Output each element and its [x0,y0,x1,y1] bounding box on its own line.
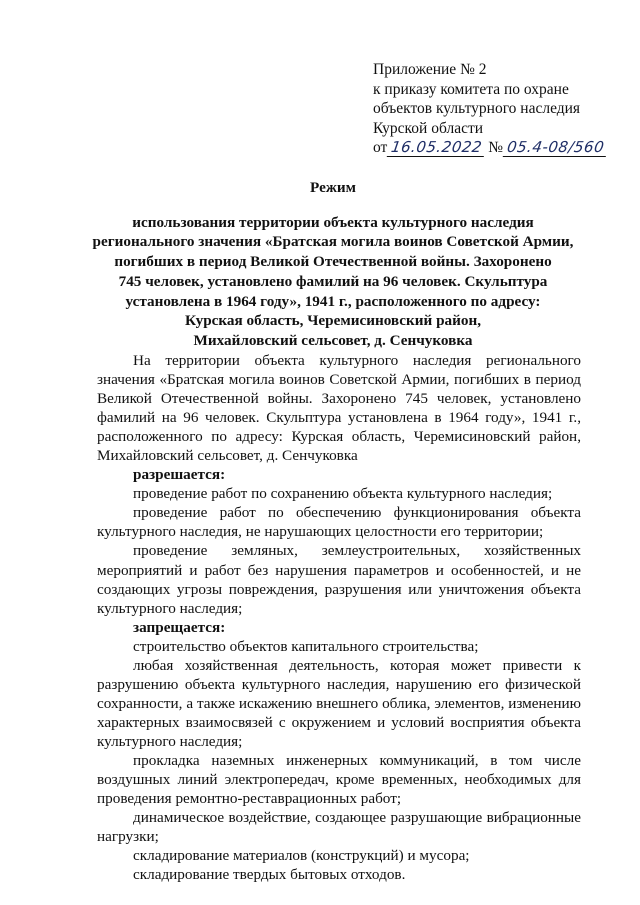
allowed-item-line: проведение работ по обеспечению функционирования объекта [133,504,581,522]
title-line: регионального значения «Братская могила воинов Советской Армии, [92,233,574,251]
title-line: погибших в период Великой Отечественной войны. Захоронено [114,253,552,271]
document-title [88,178,578,351]
appendix-number: Приложение № 2 [373,61,487,78]
forbidden-item-line: воздушных линий электропередач, кроме временных, необходимых для [97,771,581,789]
order-date-prefix: от [373,139,388,156]
forbidden-item-line: складирование материалов (конструкций) и мусора; [133,847,470,865]
appendix-header [373,60,610,158]
forbidden-heading: запрещается: [133,618,226,636]
intro-line: На территории объекта культурного наследия регионального [133,352,581,369]
forbidden-item-line: проведения ремонтно-реставрационных работ; [97,790,402,808]
appendix-order-line: к приказу комитета по охране [373,80,569,98]
forbidden-item-line: нагрузки; [97,828,159,846]
allowed-item-line: культурного наследия; [97,599,243,617]
intro-line: Великой Отечественной войны. Захоронено 745 человек, установлено [97,390,581,408]
title-line: 745 человек, установлено фамилий на 96 человек. Скульптура [118,272,548,290]
forbidden-item-line: характерных взаимосвязей с окружением и условий восприятия объекта [97,713,581,731]
title-heading: Режим [310,179,356,196]
order-number-handwritten: 05.4-08/560 [503,139,609,157]
forbidden-item-line: любая хозяйственная деятельность, которая может привести к [133,656,581,674]
intro-line: фамилий на 96 человек. Скульптура установлена в 1964 году», 1941 г., [97,409,581,427]
allowed-item-line: культурного наследия, не нарушающих целостности его территории; [97,523,544,541]
intro-line: значения «Братская могила воинов Советской Армии, погибших в период [97,371,581,389]
allowed-item-line: проведение работ по сохранению объекта культурного наследия; [133,485,553,503]
forbidden-item-line: динамическое воздействие, создающее разрушающие вибрационные [133,809,581,827]
order-reference [373,138,610,158]
allowed-item-line: мероприятий и работ без нарушения параметров и особенностей, и не [97,561,581,579]
intro-line: расположенного по адресу: Курская область, Черемисиновский район, [97,428,581,446]
title-line: Курская область, Черемисиновский район, [184,312,482,330]
forbidden-item-line: прокладка наземных инженерных коммуникаций, в том числе [133,751,581,769]
document-body [97,351,581,884]
title-line: использования территории объекта культурного наследия [132,213,534,231]
title-line: установлена в 1964 году», 1941 г., расположенного по адресу: [125,292,541,310]
appendix-region-line: Курской области [373,119,484,137]
allowed-item-line: проведение земляных, землеустроительных, хозяйственных [133,542,581,560]
appendix-committee-line: объектов культурного наследия [373,100,581,117]
forbidden-item-line: сохранности, а также искажению внешнего облика, элементов, изменению [97,694,581,712]
order-number-prefix: № [488,139,504,156]
order-date-handwritten: 16.05.2022 [387,139,486,157]
forbidden-item-line: складирование твердых бытовых отходов. [133,866,406,884]
intro-line: Михайловский сельсовет, д. Сенчуковка [97,447,358,465]
allowed-item-line: создающих угрозы повреждения, разрушения или уничтожения объекта [97,580,581,598]
forbidden-item-line: разрушению объекта культурного наследия, нарушению его физической [97,675,581,693]
forbidden-item-line: строительство объектов капитального строительства; [133,637,479,655]
title-line: Михайловский сельсовет, д. Сенчуковка [193,331,473,349]
forbidden-item-line: культурного наследия; [97,732,243,750]
allowed-heading: разрешается: [133,466,226,484]
